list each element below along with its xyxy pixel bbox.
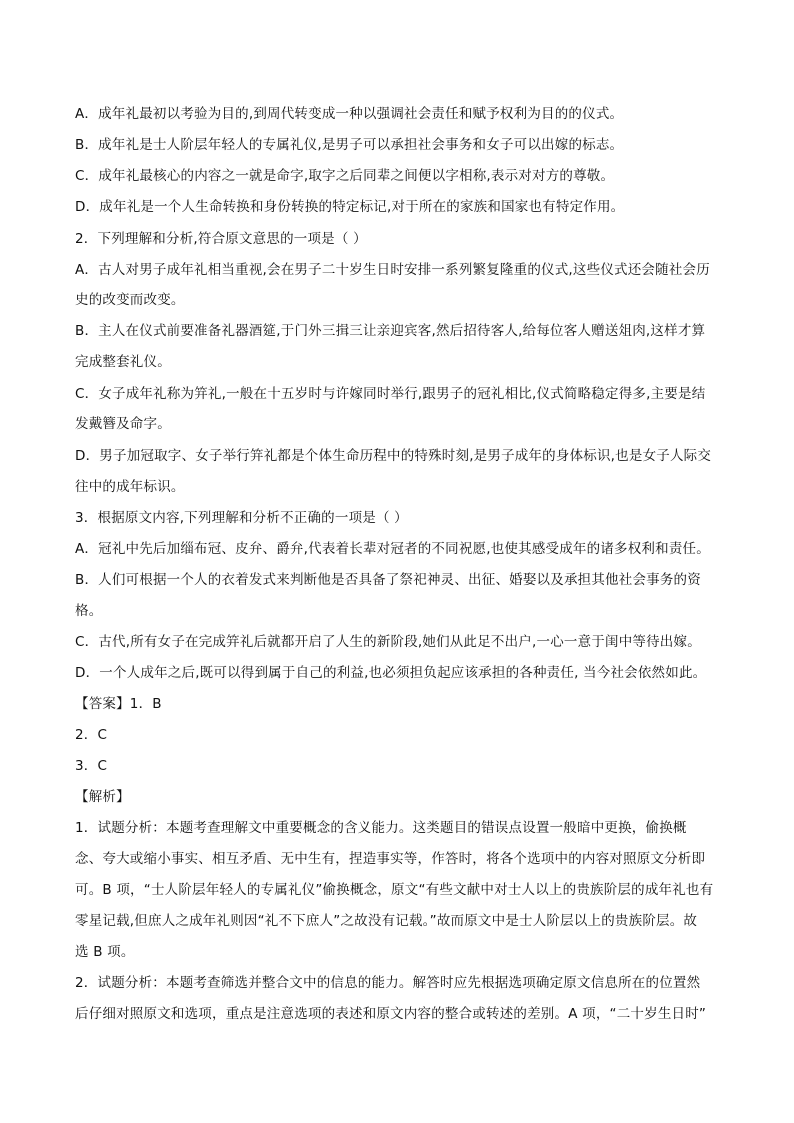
option-2a-line2: 史的改变而改变。 — [75, 292, 185, 308]
answer-3: 3．C — [75, 758, 108, 774]
option-3a: A．冠礼中先后加缁布冠、皮弁、爵弁,代表着长辈对冠者的不同祝愿,也使其感受成年的诸多权利和责任。 — [75, 541, 710, 557]
option-2d-line2: 往中的成年标识。 — [75, 479, 185, 495]
analysis-heading: 【解析】 — [75, 789, 130, 805]
option-2c-line1: C．女子成年礼称为笄礼,一般在十五岁时与许嫁同时举行,跟男子的冠礼相比,仪式简略稳定得多,主要是结 — [75, 386, 706, 402]
option-3b-line2: 格。 — [75, 603, 103, 619]
answer-heading: 【答案】1．B — [75, 696, 162, 712]
analysis-1-line4: 零星记载,但庶人之成年礼则因“礼不下庶人”之故没有记载。”故而原文中是士人阶层以上的贵族阶层。故 — [75, 913, 698, 929]
answer-2: 2．C — [75, 727, 108, 743]
option-1d: D．成年礼是一个人生命转换和身份转换的特定标记,对于所在的家族和国家也有特定作用。 — [75, 199, 625, 215]
option-3c: C．古代,所有女子在完成笄礼后就都开启了人生的新阶段,她们从此足不出户,一心一意于闺中等待出嫁。 — [75, 634, 701, 650]
option-2b-line2: 完成整套礼仪。 — [75, 354, 171, 370]
option-1c: C．成年礼最核心的内容之一就是命字,取字之后同辈之间便以字相称,表示对对方的尊敬。 — [75, 168, 615, 184]
option-2b-line1: B．主人在仪式前要准备礼器酒筵,于门外三揖三让亲迎宾客,然后招待客人,给每位客人赠送俎肉,这样才算 — [75, 323, 706, 339]
analysis-1-line5: 选 B 项。 — [75, 944, 135, 960]
analysis-2-line1: 2．试题分析：本题考查筛选并整合文中的信息的能力。解答时应先根据选项确定原文信息所在的位置然 — [75, 975, 701, 991]
option-3d: D．一个人成年之后,既可以得到属于自己的利益,也必须担负起应该承担的各种责任, 当今社会依然如此。 — [75, 665, 707, 681]
option-3b-line1: B．人们可根据一个人的衣着发式来判断他是否具备了祭祀神灵、出征、婚娶以及承担其他社会事务的资 — [75, 572, 701, 588]
analysis-1-line1: 1．试题分析：本题考查理解文中重要概念的含义能力。这类题目的错误点设置一般暗中更换，偷换概 — [75, 820, 687, 836]
analysis-1-line3: 可。B 项，“士人阶层年轻人的专属礼仪”偷换概念，原文“有些文献中对士人以上的贵族阶层的成年礼也有 — [75, 882, 714, 898]
question-2: 2．下列理解和分析,符合原文意思的一项是（ ） — [75, 231, 367, 247]
analysis-2-line2: 后仔细对照原文和选项，重点是注意选项的表述和原文内容的整合或转述的差别。A 项，“二十岁生日时” — [75, 1006, 707, 1022]
option-2c-line2: 发戴簪及命字。 — [75, 416, 171, 432]
option-1a: A．成年礼最初以考验为目的,到周代转变成一种以强调社会责任和赋予权利为目的的仪式。 — [75, 106, 624, 122]
option-1b: B．成年礼是士人阶层年轻人的专属礼仪,是男子可以承担社会事务和女子可以出嫁的标志。 — [75, 137, 624, 153]
option-2d-line1: D．男子加冠取字、女子举行笄礼都是个体生命历程中的特殊时刻,是男子成年的身体标识,也是女子人际交 — [75, 448, 712, 464]
analysis-1-line2: 念、夸大或缩小事实、相互矛盾、无中生有，捏造事实等，作答时，将各个选项中的内容对照原文分析即 — [75, 851, 706, 867]
option-2a-line1: A．古人对男子成年礼相当重视,会在男子二十岁生日时安排一系列繁复隆重的仪式,这些仪式还会随社会历 — [75, 262, 710, 278]
question-3: 3．根据原文内容,下列理解和分析不正确的一项是（ ） — [75, 510, 408, 526]
